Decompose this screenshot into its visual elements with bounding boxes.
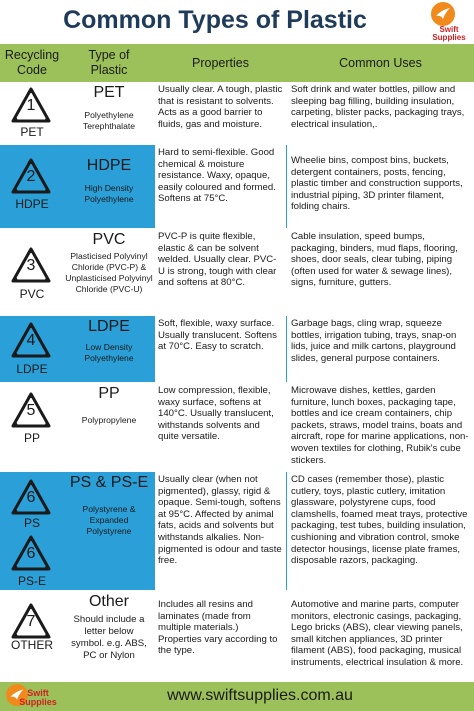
recycle-triangle-icon: [10, 534, 52, 574]
logo-text-line1: Swift: [27, 688, 49, 698]
table-row-other: [0, 591, 474, 681]
properties-cell: Soft, flexible, waxy surface. Usually translucent. Softens at 70°C. Easy to scratch.: [155, 316, 286, 382]
properties-cell: PVC-P is quite flexible, elastic & can be solvent welded. Usually clear. PVC-U is strong, tough with clear and softens at 80°C.: [155, 229, 286, 315]
code-abbr: PS: [23, 516, 40, 530]
code-number: 2: [26, 168, 36, 185]
code-number: 6: [26, 489, 36, 506]
plastic-fullname: Low Density Polyethylene: [84, 342, 134, 363]
logo-text-line1: Swift: [439, 25, 459, 34]
recycle-triangle-icon: [10, 478, 52, 518]
code-abbr: OTHER: [11, 638, 53, 652]
properties-cell: Hard to semi-flexible. Good chemical & moisture resistance. Waxy, opaque, easily coloured and formed. Softens at 75°C.: [155, 145, 286, 228]
plastic-fullname: Polypropylene: [81, 415, 137, 425]
uses-cell: Garbage bags, cling wrap, squeeze bottles, irrigation tubing, trays, snap-on lids, juice and milk cartons, playground slides, general purpose containers.: [287, 316, 474, 382]
type-cell: [64, 145, 154, 228]
swift-supplies-logo: [427, 2, 471, 44]
plastic-name: PET: [93, 84, 125, 101]
plastic-name: PP: [98, 385, 120, 402]
recycling-code-cell: [0, 316, 64, 382]
uses-cell: Automotive and marine parts, computer monitors, electronic casings, packaging, Lego bricks (ABS), clear viewing panels, small kitchen appliances, 3D printer filament (ABS), food packaging, musical instruments, electrical insulation & more.: [287, 591, 474, 681]
page-title: Common Types of Plastic: [63, 6, 367, 34]
code-abbr: LDPE: [16, 362, 48, 376]
type-cell: [64, 591, 154, 681]
header-properties: Properties: [192, 55, 249, 70]
recycling-code-cell: [0, 82, 64, 144]
header-code-line2: Code: [17, 63, 47, 77]
table-header: [0, 44, 474, 82]
swift-supplies-logo: [4, 683, 64, 709]
header-code-line1: Recycling: [4, 48, 60, 62]
header-recycling-code: [0, 44, 64, 82]
recycle-triangle-icon: [10, 391, 52, 431]
logo-text-line2: Supplies: [19, 697, 57, 707]
code-number: 5: [26, 402, 36, 419]
code-number: 4: [26, 332, 36, 349]
plastic-fullname: Plasticised Polyvinyl Chloride (PVC-P) & Unplasticised Polyvinyl Chloride (PVC-U): [65, 251, 153, 294]
logo-bird-icon: [431, 2, 455, 26]
code-abbr: PP: [23, 431, 40, 445]
recycling-code-cell: [0, 591, 64, 681]
recycle-triangle-icon: [10, 157, 52, 197]
plastic-fullname: Polyethylene Terephthalate: [82, 110, 136, 131]
header-common-uses: Common Uses: [339, 55, 422, 70]
code-abbr: PET: [20, 125, 44, 139]
header-type-line2: Plastic: [90, 63, 128, 77]
recycling-code-cell: [0, 229, 64, 315]
recycle-triangle-icon: [10, 321, 52, 361]
type-cell: [64, 472, 154, 590]
properties-cell: Low compression, flexible, waxy surface, softens at 140°C. Usually translucent, withstands solvents and quite versatile.: [155, 383, 286, 471]
plastic-fullname: Should include a letter below symbol. e.g. ABS, PC or Nylon: [71, 614, 147, 661]
code-abbr: PS-E: [17, 574, 46, 588]
table-row-ldpe: [0, 316, 474, 382]
recycling-code-cell: [0, 145, 64, 228]
uses-cell: Wheelie bins, compost bins, buckets, detergent containers, posts, fencing, plastic timber and construction supports, industrial piping, 3D printer filament, folding chairs.: [287, 145, 474, 228]
type-cell: [64, 316, 154, 382]
code-abbr: HDPE: [15, 197, 49, 211]
type-cell: [64, 82, 154, 144]
uses-cell: CD cases (remember those), plastic cutlery, toys, plastic cutlery, imitation glassware, polystyrene cups, food clamshells, foamed meat trays, protective packaging, test tubes, building insulation, cushioning and vibration control, smoke detector housings, license plate frames, disposable razors, packaging.: [287, 472, 474, 590]
website-link[interactable]: www.swiftsupplies.com.au: [167, 687, 353, 704]
recycle-triangle-icon: [10, 246, 52, 286]
plastic-name: PS & PS-E: [69, 474, 149, 491]
plastic-name: PVC: [92, 231, 126, 248]
table-row-pet: [0, 82, 474, 144]
type-cell: [64, 229, 154, 315]
recycle-triangle-icon: [10, 602, 52, 642]
header-type: [64, 44, 154, 82]
header-type-line1: Type of: [88, 48, 130, 62]
uses-cell: Soft drink and water bottles, pillow and sleeping bag filling, building insulation, carpeting, blister packs, packaging trays, electrical insulation,.: [287, 82, 474, 144]
code-number: 1: [26, 97, 36, 114]
table-row-hdpe: [0, 145, 474, 228]
table-row-ps: [0, 472, 474, 590]
properties-cell: Includes all resins and laminates (made from multiple materials.) Properties vary according to the type.: [155, 591, 286, 681]
table-row-pp: [0, 383, 474, 471]
code-number: 3: [26, 257, 36, 274]
recycling-code-cell: [0, 472, 64, 590]
recycle-triangle-icon: [10, 86, 52, 126]
code-number: 7: [26, 613, 36, 630]
plastic-name: HDPE: [86, 157, 132, 174]
plastic-fullname: Polystyrene & Expanded Polystyrene: [82, 504, 136, 536]
plastic-fullname: High Density Polyethylene: [84, 183, 134, 204]
plastic-name: LDPE: [88, 318, 130, 335]
title-bar: [0, 0, 474, 44]
code-abbr: PVC: [19, 287, 45, 301]
properties-cell: Usually clear (when not pigmented), glassy, rigid & opaque. Semi-tough, softens at 95°C. Affected by animal fats, acids and solvents but withstands alkalies. Non-pigmented is odour and taste free.: [155, 472, 286, 590]
uses-cell: Microwave dishes, kettles, garden furniture, lunch boxes, packaging tape, bottles and ice cream containers, chip packets, straws, model trains, boats and aircraft, rope for marine applications, non-woven textiles for clothing, Rubik's cube stickers.: [287, 383, 474, 471]
table-row-pvc: [0, 229, 474, 315]
code-number: 6: [26, 545, 36, 562]
footer: [0, 682, 474, 711]
plastic-name: Other: [88, 593, 129, 610]
type-cell: [64, 383, 154, 471]
recycling-code-cell: [0, 383, 64, 471]
logo-text-line2: Supplies: [432, 33, 466, 42]
properties-cell: Usually clear. A tough, plastic that is resistant to solvents. Acts as a good barrier to fluids, gas and moisture.: [155, 82, 286, 144]
uses-cell: Cable insulation, speed bumps, packaging, binders, mud flaps, flooring, shoes, door seals, clear tubing, piping (often used for water & sewage lines), signs, furniture, gutters.: [287, 229, 474, 315]
